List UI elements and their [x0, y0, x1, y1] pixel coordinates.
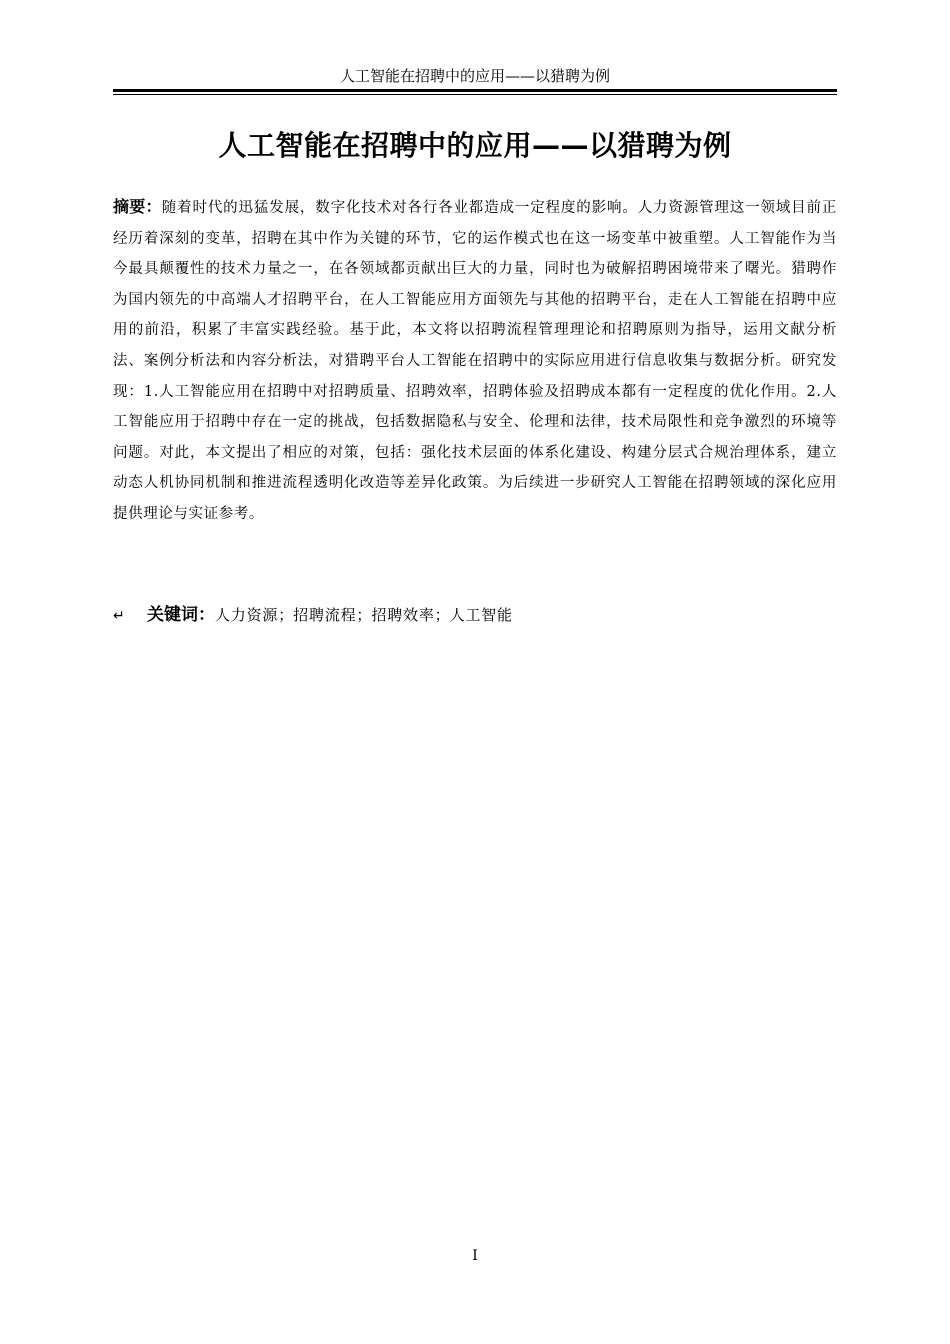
keyword-item: 招聘流程	[293, 606, 357, 624]
abstract-paragraph	[113, 192, 837, 530]
header-rule-thin	[113, 94, 837, 95]
keyword-item: 招聘效率	[371, 606, 435, 624]
keyword-item: 人工智能	[449, 606, 513, 624]
keyword-separator: ；	[278, 606, 294, 624]
abstract-text: 随着时代的迅猛发展，数字化技术对各行各业都造成一定程度的影响。人力资源管理这一领域目前正经历着深刻的变革，招聘在其中作为关键的环节，它的运作模式也在这一场变革中被重塑。人工智能作为当今最具颠覆性的技术力量之一，在各领域都贡献出巨大的力量，同时也为破解招聘困境带来了曙光。猎聘作为国内领先的中高端人才招聘平台，在人工智能应用方面领先与其他的招聘平台，走在人工智能在招聘中应用的前沿，积累了丰富实践经验。基于此，本文将以招聘流程管理理论和招聘原则为指导，运用文献分析法、案例分析法和内容分析法，对猎聘平台人工智能在招聘中的实际应用进行信息收集与数据分析。研究发现：1.人工智能应用在招聘中对招聘质量、招聘效率，招聘体验及招聘成本都有一定程度的优化作用。2.人工智能应用于招聘中存在一定的挑战，包括数据隐私与安全、伦理和法律，技术局限性和竞争激烈的环境等问题。对此，本文提出了相应的对策，包括：强化技术层面的体系化建设、构建分层式合规治理体系，建立动态人机协同机制和推进流程透明化改造等差异化政策。为后续进一步研究人工智能在招聘领域的深化应用提供理论与实证参考。	[113, 200, 837, 522]
keywords-label: 关键词：	[147, 605, 215, 625]
keywords-line	[113, 601, 837, 630]
page-number: I	[472, 1248, 478, 1264]
abstract-label: 摘要：	[113, 197, 162, 216]
running-header: 人工智能在招聘中的应用——以猎聘为例	[339, 67, 610, 85]
header-rule-thick	[113, 89, 837, 92]
keyword-separator: ；	[356, 606, 372, 624]
keyword-separator: ；	[434, 606, 450, 624]
return-arrow-icon: ↵	[113, 608, 125, 624]
keyword-item: 人力资源	[215, 606, 279, 624]
document-title: 人工智能在招聘中的应用——以猎聘为例	[218, 129, 732, 162]
